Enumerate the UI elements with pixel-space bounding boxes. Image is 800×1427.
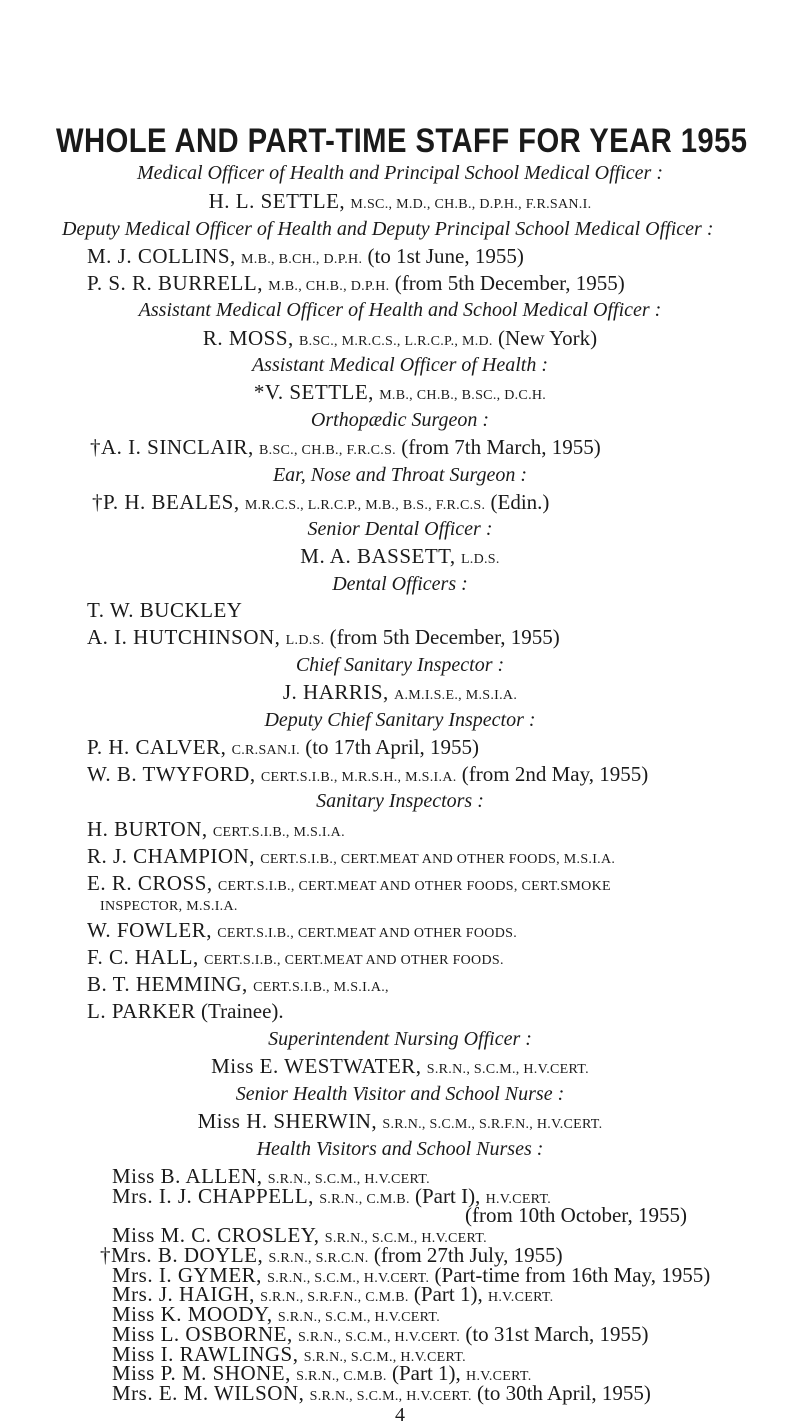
- staff-name: †Mrs. B. DOYLE,: [100, 1243, 264, 1267]
- staff-name: B. T. HEMMING,: [87, 972, 248, 996]
- staff-name: †P. H. BEALES,: [92, 490, 240, 514]
- role-heading: Superintendent Nursing Officer :: [268, 1028, 532, 1050]
- staff-entry: [87, 627, 560, 648]
- qualifications: S.R.N., S.C.M., H.V.CERT.: [309, 1389, 472, 1404]
- qualifications: S.R.N., S.C.M., S.R.F.N., H.V.CERT.: [382, 1117, 603, 1132]
- staff-entry: [87, 819, 345, 840]
- staff-name: J. HARRIS,: [282, 680, 389, 704]
- qualifications: S.R.N., S.C.M., H.V.CERT.: [277, 1310, 441, 1325]
- entry-note: (from 27th July, 1955): [373, 1243, 563, 1267]
- qualifications: S.R.N., S.C.M., H.V.CERT.: [297, 1330, 461, 1345]
- qualifications: M.B., B.CH., D.P.H.: [241, 252, 363, 267]
- qualifications: CERT.S.I.B., M.S.I.A.,: [253, 980, 389, 995]
- qualifications: B.SC., CH.B., F.R.C.S.: [259, 443, 396, 458]
- entry-note: (to 31st March, 1955): [465, 1322, 649, 1346]
- qualifications: CERT.S.I.B., CERT.MEAT AND OTHER FOODS, M.S.I.A.: [260, 852, 616, 867]
- role-heading: Sanitary Inspectors :: [316, 790, 484, 812]
- qualifications: S.R.N., S.C.M., H.V.CERT.: [267, 1271, 430, 1286]
- qualifications: S.R.N., S.C.M., H.V.CERT.: [267, 1172, 430, 1187]
- qualifications: CERT.S.I.B., CERT.MEAT AND OTHER FOODS.: [217, 926, 518, 941]
- staff-entry: [100, 893, 238, 914]
- qualifications-extra: H.V.CERT.: [485, 1192, 552, 1207]
- staff-name: Mrs. I. J. CHAPPELL,: [112, 1184, 314, 1208]
- entry-note: (from 5th December, 1955): [394, 271, 625, 295]
- qualifications: S.R.N., S.C.M., H.V.CERT.: [324, 1231, 487, 1246]
- staff-name: Miss M. C. CROSLEY,: [112, 1223, 320, 1247]
- staff-name: M. A. BASSETT,: [300, 544, 456, 568]
- entry-note: (to 17th April, 1955): [305, 735, 480, 759]
- staff-name: Miss E. WESTWATER,: [211, 1054, 422, 1078]
- staff-name: P. S. R. BURRELL,: [87, 271, 263, 295]
- staff-entry: [465, 1205, 687, 1226]
- staff-name: E. R. CROSS,: [87, 871, 213, 895]
- staff-entry: [0, 328, 800, 349]
- staff-name: H. L. SETTLE,: [208, 189, 346, 213]
- staff-entry: [87, 246, 524, 267]
- qualifications: S.R.N., C.M.B.: [296, 1369, 387, 1384]
- entry-note: (to 30th April, 1955): [477, 1381, 651, 1405]
- entry-note: (Part-time from 16th May, 1955): [434, 1263, 711, 1287]
- role-heading: Chief Sanitary Inspector :: [295, 654, 505, 676]
- staff-name: Miss K. MOODY,: [112, 1302, 273, 1326]
- staff-name: Mrs. E. M. WILSON,: [112, 1381, 305, 1405]
- entry-note: (from 7th March, 1955): [401, 435, 601, 459]
- qualifications: M.B., CH.B., B.SC., D.C.H.: [379, 388, 547, 403]
- staff-entry: [0, 1056, 800, 1077]
- qualifications-extra: H.V.CERT.: [487, 1290, 554, 1305]
- entry-note: (from 5th December, 1955): [329, 625, 560, 649]
- staff-entry: [0, 546, 800, 567]
- role-heading: Ear, Nose and Throat Surgeon :: [272, 464, 528, 486]
- staff-name: Miss H. SHERWIN,: [197, 1109, 378, 1133]
- role-heading: Deputy Chief Sanitary Inspector :: [264, 709, 536, 731]
- role-heading: Assistant Medical Officer of Health :: [251, 354, 549, 376]
- staff-name: M. J. COLLINS,: [87, 244, 236, 268]
- qualifications-extra: H.V.CERT.: [466, 1369, 532, 1384]
- staff-entry: [87, 764, 648, 785]
- staff-entry: [92, 492, 549, 513]
- staff-name: Mrs. I. GYMER,: [112, 1263, 262, 1287]
- qualifications: CERT.S.I.B., M.S.I.A.: [212, 825, 345, 840]
- staff-name: Miss I. RAWLINGS,: [112, 1342, 299, 1366]
- staff-name: Miss P. M. SHONE,: [112, 1361, 291, 1385]
- staff-name: H. BURTON,: [87, 817, 208, 841]
- entry-note: (from 2nd May, 1955): [461, 762, 649, 786]
- qualifications: A.M.I.S.E., M.S.I.A.: [394, 688, 518, 703]
- staff-name: †A. I. SINCLAIR,: [90, 435, 254, 459]
- staff-entry: [90, 437, 601, 458]
- staff-name: W. FOWLER,: [87, 918, 212, 942]
- role-heading: Orthopædic Surgeon :: [310, 409, 490, 431]
- role-heading: Health Visitors and School Nurses :: [256, 1138, 544, 1160]
- entry-note: (Part I),: [415, 1184, 481, 1208]
- entry-note: (to 1st June, 1955): [367, 244, 524, 268]
- staff-entry: [112, 1383, 651, 1404]
- staff-name: W. B. TWYFORD,: [87, 762, 256, 786]
- qualifications: S.R.N., S.C.M., H.V.CERT.: [426, 1062, 589, 1077]
- staff-name: Miss L. OSBORNE,: [112, 1322, 293, 1346]
- staff-name: T. W. BUCKLEY: [87, 598, 243, 622]
- page-number: 4: [395, 1404, 405, 1426]
- qualifications: M.SC., M.D., CH.B., D.P.H., F.R.SAN.I.: [350, 197, 592, 212]
- qualifications: S.R.N., S.C.M., H.V.CERT.: [303, 1350, 466, 1365]
- staff-name: A. I. HUTCHINSON,: [87, 625, 281, 649]
- page-title: WHOLE AND PART-TIME STAFF FOR YEAR 1955: [56, 122, 748, 160]
- role-heading: Senior Dental Officer :: [307, 518, 493, 540]
- role-heading: Medical Officer of Health and Principal School Medical Officer :: [137, 162, 663, 184]
- staff-entry: [87, 873, 611, 894]
- role-heading: Deputy Medical Officer of Health and Deputy Principal School Medical Officer :: [62, 218, 714, 240]
- staff-entry: [0, 191, 800, 212]
- staff-entry: [0, 682, 800, 703]
- staff-name: L. PARKER: [87, 999, 196, 1023]
- entry-note: (Part 1),: [413, 1282, 483, 1306]
- qualifications: L.D.S.: [460, 552, 500, 567]
- qualifications: C.R.SAN.I.: [231, 743, 300, 758]
- entry-note: (Edin.): [490, 490, 550, 514]
- staff-entry: [87, 947, 504, 968]
- staff-name: P. H. CALVER,: [87, 735, 227, 759]
- qualifications: S.R.N., C.M.B.: [319, 1192, 410, 1207]
- entry-note: (New York): [497, 326, 598, 350]
- entry-note: (from 10th October, 1955): [465, 1203, 687, 1227]
- qualifications: L.D.S.: [285, 633, 325, 648]
- staff-entry: [87, 737, 479, 758]
- qualifications: S.R.N., S.R.F.N., C.M.B.: [260, 1290, 409, 1305]
- qualifications: CERT.S.I.B., CERT.MEAT AND OTHER FOODS.: [204, 953, 504, 968]
- staff-entry: [87, 273, 625, 294]
- staff-entry: [87, 920, 517, 941]
- staff-entry: [87, 846, 615, 867]
- entry-note: (Trainee).: [201, 999, 284, 1023]
- entry-note: (Part 1),: [391, 1361, 461, 1385]
- qualifications: M.B., CH.B., D.P.H.: [268, 279, 390, 294]
- staff-name: F. C. HALL,: [87, 945, 199, 969]
- staff-entry: [87, 1001, 284, 1022]
- role-heading: Dental Officers :: [332, 573, 468, 595]
- qualifications: CERT.S.I.B., M.R.S.H., M.S.I.A.: [260, 770, 457, 785]
- qualifications: M.R.C.S., L.R.C.P., M.B., B.S., F.R.C.S.: [244, 498, 486, 513]
- staff-name: Mrs. J. HAIGH,: [112, 1282, 255, 1306]
- staff-name: *V. SETTLE,: [253, 380, 374, 404]
- staff-entry: [0, 1111, 800, 1132]
- qualifications: CERT.S.I.B., CERT.MEAT AND OTHER FOODS, CERT.SMOKE: [217, 879, 611, 894]
- staff-entry: [0, 382, 800, 403]
- staff-name: R. J. CHAMPION,: [87, 844, 255, 868]
- role-heading: Senior Health Visitor and School Nurse :: [235, 1083, 565, 1105]
- role-heading: Assistant Medical Officer of Health and School Medical Officer :: [138, 299, 662, 321]
- qualifications: S.R.N., S.R.C.N.: [268, 1251, 369, 1266]
- staff-entry: [87, 600, 242, 621]
- staff-name: R. MOSS,: [202, 326, 294, 350]
- staff-name: Miss B. ALLEN,: [112, 1164, 263, 1188]
- qualifications: B.SC., M.R.C.S., L.R.C.P., M.D.: [299, 334, 493, 349]
- qualifications: INSPECTOR, M.S.I.A.: [100, 899, 238, 914]
- staff-entry: [87, 974, 389, 995]
